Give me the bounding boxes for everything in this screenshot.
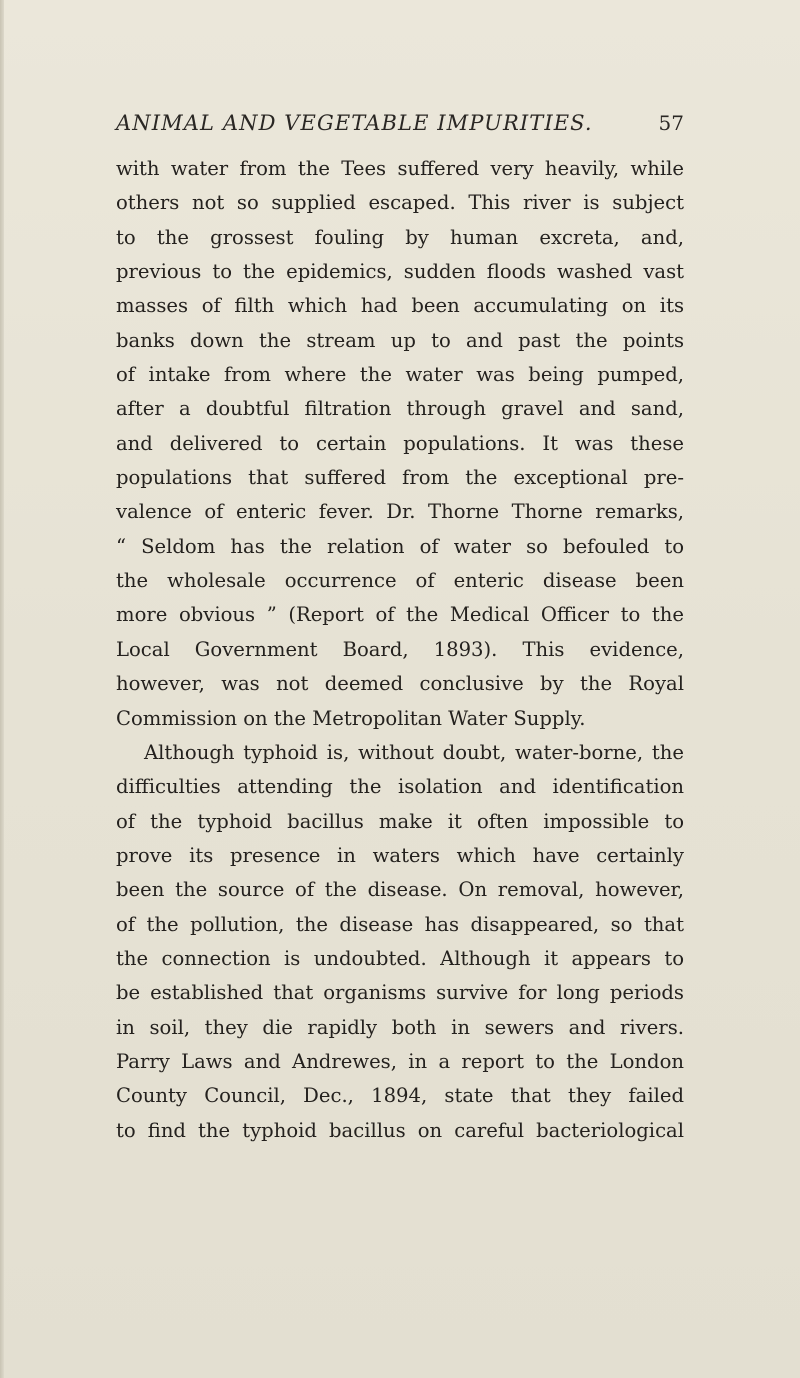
text-line: valence of enteric fever. Dr. Thorne Thorne remarks,	[116, 500, 684, 524]
text-line: “ Seldom has the relation of water so befouled to	[116, 534, 684, 558]
text-line: however, was not deemed conclusive by the Royal	[116, 672, 684, 696]
running-head	[116, 111, 684, 141]
text-line: of the typhoid bacillus make it often impossible to	[116, 809, 684, 833]
text-line: previous to the epidemics, sudden floods washed vast	[116, 260, 684, 284]
text-line: the connection is undoubted. Although it appears to	[116, 946, 684, 970]
text-line: after a doubtful filtration through gravel and sand,	[116, 397, 684, 421]
text-line: Local Government Board, 1893). This evidence,	[116, 637, 684, 661]
page-number: 57	[658, 111, 684, 135]
text-line: Although typhoid is, without doubt, water-borne, the	[144, 740, 684, 764]
text-line: more obvious ” (Report of the Medical Officer to the	[116, 603, 684, 627]
text-line: in soil, they die rapidly both in sewers and rivers.	[116, 1015, 684, 1039]
text-line: of the pollution, the disease has disappeared, so that	[116, 912, 684, 936]
text-line: populations that suffered from the exceptional pre-	[116, 466, 684, 490]
text-line: County Council, Dec., 1894, state that they failed	[116, 1084, 684, 1108]
text-line: Parry Laws and Andrewes, in a report to the London	[116, 1049, 684, 1073]
text-line: to the grossest fouling by human excreta, and,	[116, 225, 684, 249]
page-edge-shadow	[0, 0, 4, 1378]
text-line: masses of filth which had been accumulating on its	[116, 294, 684, 318]
text-line: and delivered to certain populations. It was these	[116, 431, 684, 455]
text-line: been the source of the disease. On removal, however,	[116, 878, 684, 902]
text-line: the wholesale occurrence of enteric disease been	[116, 569, 684, 593]
text-line: others not so supplied escaped. This river is subject	[116, 191, 684, 215]
body-text	[116, 152, 684, 1148]
text-line: Commission on the Metropolitan Water Supply.	[116, 706, 586, 730]
text-line: prove its presence in waters which have certainly	[116, 843, 684, 867]
text-line: difficulties attending the isolation and identification	[116, 775, 684, 799]
text-line: of intake from where the water was being pumped,	[116, 363, 684, 387]
text-line: be established that organisms survive for long periods	[116, 981, 684, 1005]
running-head-title: ANIMAL AND VEGETABLE IMPURITIES.	[116, 111, 593, 135]
text-line: to find the typhoid bacillus on careful bacteriological	[116, 1118, 684, 1142]
text-line: with water from the Tees suffered very heavily, while	[116, 157, 684, 180]
text-line: banks down the stream up to and past the points	[116, 328, 684, 352]
